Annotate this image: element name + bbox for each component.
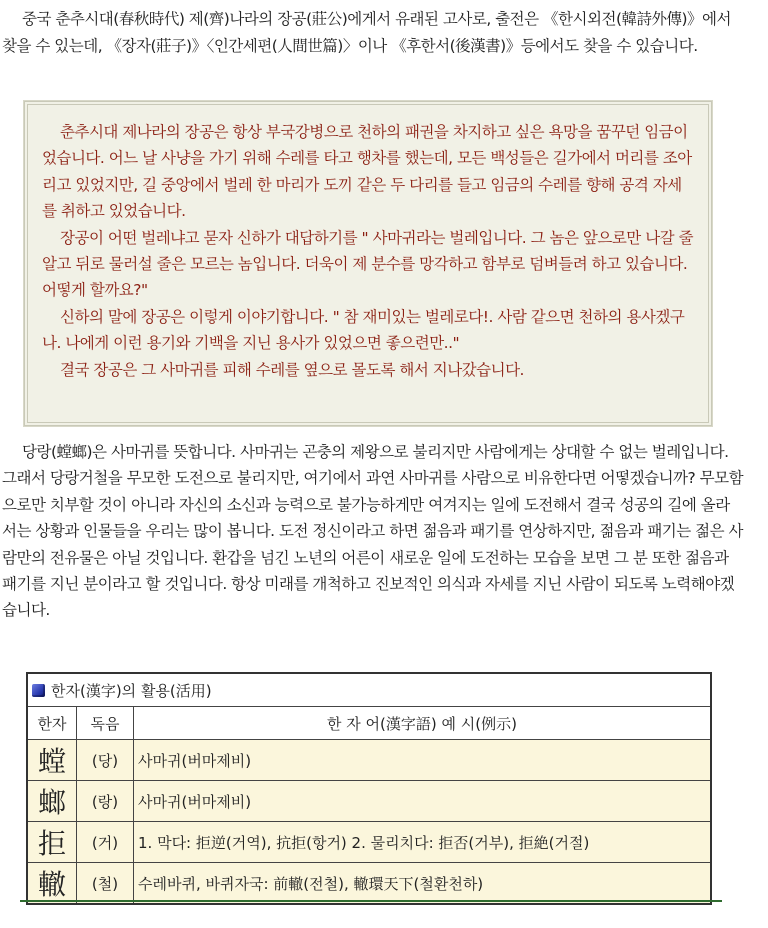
- story-paragraph-3: 신하의 말에 장공은 이렇게 이야기합니다. " 참 재미있는 벌레로다!. 사람 같으면 천하의 용사겠구나. 나에게 이런 용기와 기백을 지닌 용사가 있었으면 좋으련만..": [42, 307, 685, 353]
- story-paragraph-1: 춘추시대 제나라의 장공은 항상 부국강병으로 천하의 패권을 차지하고 싶은 욕망을 꿈꾸던 임금이었습니다. 어느 날 사냥을 가기 위해 수레를 타고 행차를 했는데, 모든 백성들은 길가에서 머리를 조아리고 있었지만, 길 중앙에서 벌레 한 마리가 도끼 같은 두 다리를 들고 임금의 수레를 향해 공격 자세를 취하고 있었습니다.: [42, 123, 692, 221]
- hanja-cell: 轍: [27, 863, 77, 905]
- examples-cell: 사마귀(버마제비): [134, 781, 712, 822]
- story-box: [24, 101, 712, 426]
- footer-divider: [20, 900, 722, 902]
- table-row: [27, 863, 711, 905]
- table-row: [27, 740, 711, 781]
- table-title: [27, 673, 711, 707]
- hanja-usage-table: [26, 672, 712, 905]
- body-text: 당랑(螳螂)은 사마귀를 뜻합니다. 사마귀는 곤충의 제왕으로 불리지만 사람에게는 상대할 수 없는 벌레입니다. 그래서 당랑거철을 무모한 도전으로 불리지만, 여기에서 과연 사마귀를 사람으로 비유한다면 어떻겠습니까? 무모함으로만 치부할 것이 아니라 자신의 소신과 능력으로 불가능하게만 여겨지는 일에 도전해서 결국 성공의 길에 올라서는 상황과 인물들을 우리는 많이 봅니다. 도전 정신이라고 하면 젊음과 패기를 연상하지만, 젊음과 패기는 젊은 사람만의 전유물은 아닐 것입니다. 환갑을 넘긴 노년의 어른이 새로운 일에 도전하는 모습을 보면 그 분 또한 젊음과 패기를 지닌 분이라고 할 것입니다. 항상 미래를 개척하고 진보적인 의식과 자세를 지닌 사람이 되도록 노력해야겠습니다.: [2, 443, 744, 620]
- header-hanja: 한자: [27, 707, 77, 740]
- story-paragraph-4: 결국 장공은 그 사마귀를 피해 수레를 옆으로 몰도록 해서 지나갔습니다.: [60, 360, 524, 379]
- body-paragraph: [2, 439, 744, 624]
- table-title-text: 한자(漢字)의 활용(活用): [51, 681, 212, 700]
- hanja-cell: 螂: [27, 781, 77, 822]
- examples-cell: 1. 막다: 拒逆(거역), 抗拒(항거) 2. 물리치다: 拒否(거부), 拒絶(거절): [134, 822, 712, 863]
- intro-paragraph: [2, 6, 744, 59]
- reading-cell: (당): [77, 740, 134, 781]
- cube-icon: [32, 684, 45, 697]
- reading-cell: (거): [77, 822, 134, 863]
- hanja-cell: 拒: [27, 822, 77, 863]
- table-title-row: [27, 673, 711, 707]
- examples-cell: 사마귀(버마제비): [134, 740, 712, 781]
- table-row: [27, 822, 711, 863]
- header-examples: 한 자 어(漢字語) 예 시(例示): [134, 707, 712, 740]
- intro-text: 중국 춘추시대(春秋時代) 제(齊)나라의 장공(莊公)에게서 유래된 고사로, 출전은 《한시외전(韓詩外傳)》에서 찾을 수 있는데, 《장자(莊子)》〈인간세편(人間世篇)〉이나 《후한서(後漢書)》등에서도 찾을 수 있습니다.: [2, 10, 731, 55]
- reading-cell: (랑): [77, 781, 134, 822]
- hanja-cell: 螳: [27, 740, 77, 781]
- reading-cell: (철): [77, 863, 134, 905]
- table-header-row: [27, 707, 711, 740]
- examples-cell: 수레바퀴, 바퀴자국: 前轍(전철), 轍環天下(철환천하): [134, 863, 712, 905]
- header-reading: 독음: [77, 707, 134, 740]
- story-paragraph-2: 장공이 어떤 벌레냐고 묻자 신하가 대답하기를 " 사마귀라는 벌레입니다. 그 놈은 앞으로만 나갈 줄 알고 뒤로 물러설 줄은 모르는 놈입니다. 더욱이 제 분수를 망각하고 함부로 덤벼들려 하고 있습니다. 어떻게 할까요?": [42, 228, 694, 300]
- table-row: [27, 781, 711, 822]
